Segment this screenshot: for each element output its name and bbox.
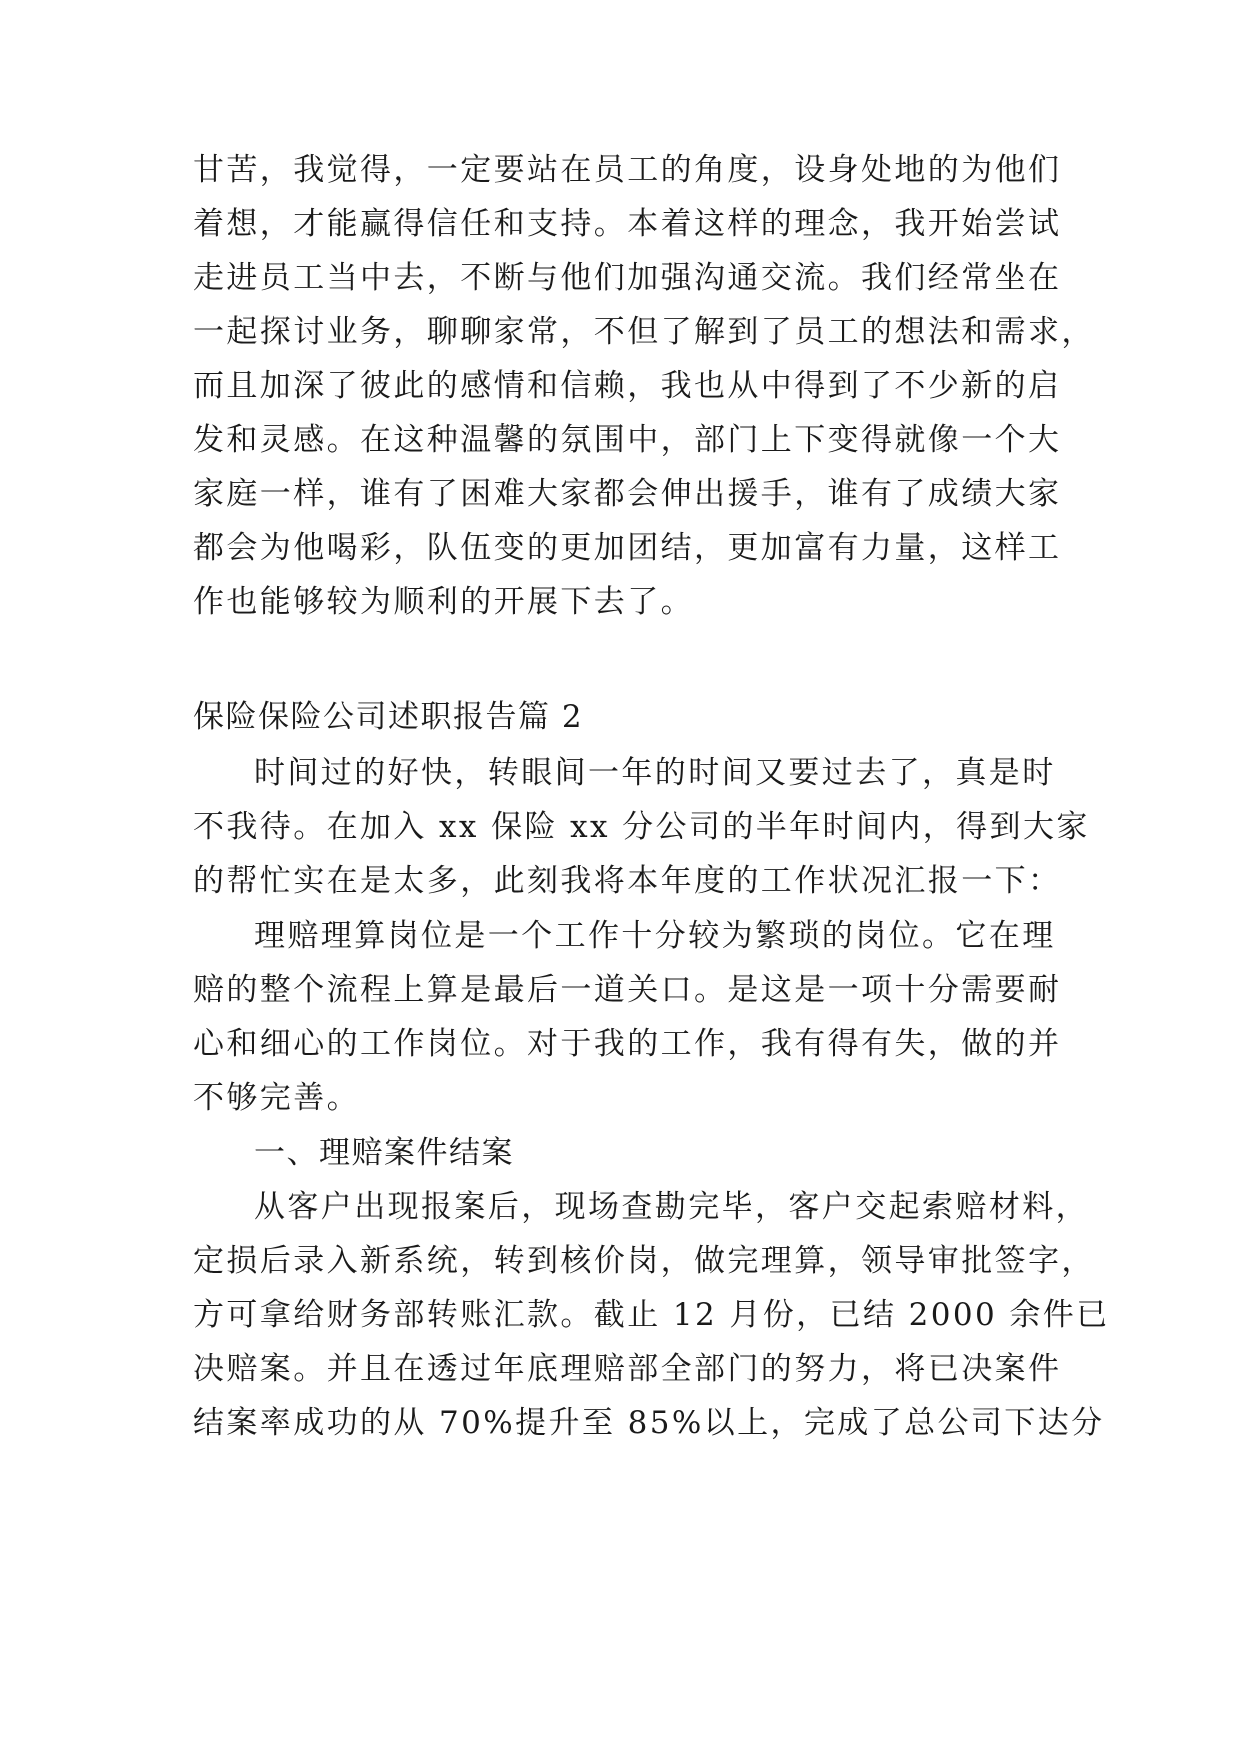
text-line: 定损后录入新系统，转到核价岗，做完理算，领导审批签字， xyxy=(193,1243,1095,1279)
text-line: 家庭一样，谁有了困难大家都会伸出援手，谁有了成绩大家 xyxy=(193,476,1062,512)
text-line: 心和细心的工作岗位。对于我的工作，我有得有失，做的并 xyxy=(193,1026,1062,1062)
text-line: 结案率成功的从 70%提升至 85%以上，完成了总公司下达分 xyxy=(193,1405,1105,1441)
text-line: 而且加深了彼此的感情和信赖，我也从中得到了不少新的启 xyxy=(193,368,1062,404)
text-line: 不够完善。 xyxy=(193,1080,360,1116)
text-line: 从客户出现报案后，现场查勘完毕，客户交起索赔材料， xyxy=(254,1189,1089,1225)
section-title: 保险保险公司述职报告篇 2 xyxy=(193,699,584,735)
text-line: 理赔理算岗位是一个工作十分较为繁琐的岗位。它在理 xyxy=(254,918,1056,954)
text-line: 方可拿给财务部转账汇款。截止 12 月份，已结 2000 余件已 xyxy=(193,1297,1110,1333)
text-line: 发和灵感。在这种温馨的氛围中，部门上下变得就像一个大 xyxy=(193,422,1062,458)
text-line: 的帮忙实在是太多，此刻我将本年度的工作状况汇报一下： xyxy=(193,863,1062,899)
subheading: 一、理赔案件结案 xyxy=(254,1135,514,1171)
text-line: 甘苦，我觉得，一定要站在员工的角度，设身处地的为他们 xyxy=(193,152,1062,188)
text-line: 不我待。在加入 xx 保险 xx 分公司的半年时间内，得到大家 xyxy=(193,809,1090,845)
text-line: 都会为他喝彩，队伍变的更加团结，更加富有力量，这样工 xyxy=(193,530,1062,566)
text-line: 赔的整个流程上算是最后一道关口。是这是一项十分需要耐 xyxy=(193,972,1062,1008)
text-line: 着想，才能赢得信任和支持。本着这样的理念，我开始尝试 xyxy=(193,206,1062,242)
text-line: 一起探讨业务，聊聊家常，不但了解到了员工的想法和需求， xyxy=(193,314,1095,350)
text-line: 决赔案。并且在透过年底理赔部全部门的努力，将已决案件 xyxy=(193,1351,1062,1387)
text-line: 走进员工当中去，不断与他们加强沟通交流。我们经常坐在 xyxy=(193,260,1062,296)
text-line: 时间过的好快，转眼间一年的时间又要过去了，真是时 xyxy=(254,755,1056,791)
text-line: 作也能够较为顺利的开展下去了。 xyxy=(193,584,694,620)
